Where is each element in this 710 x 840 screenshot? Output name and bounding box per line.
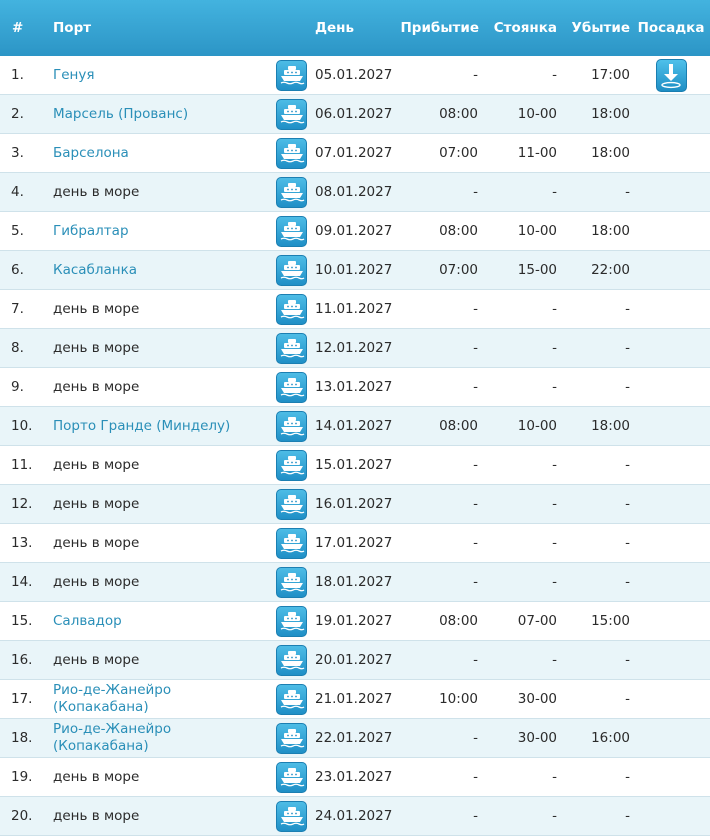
ship-icon-cell: [268, 450, 315, 481]
departure-time: -: [625, 301, 630, 317]
departure-time: 22:00: [591, 262, 630, 278]
ship-icon-cell: [268, 528, 315, 559]
arrival-time: -: [473, 457, 478, 473]
port-link[interactable]: Касабланка: [53, 261, 138, 278]
departure-time: 18:00: [591, 106, 630, 122]
arrival-time: -: [473, 574, 478, 590]
port-link[interactable]: Рио-де-Жанейро (Копакабана): [53, 682, 172, 715]
day-date: 24.01.2027: [315, 808, 393, 824]
ship-icon[interactable]: [276, 645, 307, 676]
ship-icon[interactable]: [276, 333, 307, 364]
ship-icon[interactable]: [276, 801, 307, 832]
header-day: День: [315, 20, 355, 36]
stay-duration: -: [552, 340, 557, 356]
port-name: день в море: [53, 456, 140, 473]
ship-icon[interactable]: [276, 450, 307, 481]
stay-duration: -: [552, 652, 557, 668]
table-row: [0, 563, 710, 602]
stay-duration: 10-00: [517, 106, 557, 122]
ship-icon-cell: [268, 489, 315, 520]
day-date: 21.01.2027: [315, 691, 393, 707]
ship-icon-cell: [268, 723, 315, 754]
departure-time: -: [625, 535, 630, 551]
ship-icon[interactable]: [276, 99, 307, 130]
departure-time: 18:00: [591, 223, 630, 239]
stay-duration: -: [552, 535, 557, 551]
departure-time: -: [625, 184, 630, 200]
ship-icon-cell: [268, 138, 315, 169]
departure-time: 16:00: [591, 730, 630, 746]
day-date: 15.01.2027: [315, 457, 393, 473]
day-date: 19.01.2027: [315, 613, 393, 629]
table-row: [0, 446, 710, 485]
row-number: 1.: [11, 67, 24, 83]
ship-icon-cell: [268, 294, 315, 325]
ship-icon[interactable]: [276, 294, 307, 325]
stay-duration: -: [552, 496, 557, 512]
ship-icon[interactable]: [276, 684, 307, 715]
table-header: [0, 0, 710, 56]
departure-time: -: [625, 691, 630, 707]
row-number: 13.: [11, 535, 33, 551]
departure-time: -: [625, 379, 630, 395]
day-date: 22.01.2027: [315, 730, 393, 746]
arrival-time: -: [473, 730, 478, 746]
port-name: день в море: [53, 768, 140, 785]
arrival-time: -: [473, 379, 478, 395]
port-name: день в море: [53, 300, 140, 317]
port-link[interactable]: Салвадор: [53, 612, 122, 629]
stay-duration: 11-00: [517, 145, 557, 161]
day-date: 08.01.2027: [315, 184, 393, 200]
row-number: 6.: [11, 262, 24, 278]
header-stay: Стоянка: [493, 20, 557, 36]
stay-duration: -: [552, 379, 557, 395]
table-row: [0, 719, 710, 758]
arrival-time: -: [473, 301, 478, 317]
day-date: 09.01.2027: [315, 223, 393, 239]
row-number: 11.: [11, 457, 33, 473]
day-date: 16.01.2027: [315, 496, 393, 512]
table-row: [0, 251, 710, 290]
ship-icon-cell: [268, 255, 315, 286]
row-number: 9.: [11, 379, 24, 395]
departure-time: -: [625, 652, 630, 668]
departure-time: -: [625, 574, 630, 590]
departure-time: -: [625, 769, 630, 785]
port-link[interactable]: Порто Гранде (Минделу): [53, 417, 231, 434]
table-row: [0, 758, 710, 797]
day-date: 14.01.2027: [315, 418, 393, 434]
day-date: 13.01.2027: [315, 379, 393, 395]
table-row: [0, 680, 710, 719]
table-body: [0, 56, 710, 836]
arrival-time: -: [473, 340, 478, 356]
arrival-time: -: [473, 184, 478, 200]
arrival-time: 08:00: [439, 223, 478, 239]
day-date: 06.01.2027: [315, 106, 393, 122]
stay-duration: -: [552, 67, 557, 83]
boarding-arrow-icon[interactable]: [656, 59, 687, 92]
ship-icon-cell: [268, 762, 315, 793]
day-date: 17.01.2027: [315, 535, 393, 551]
arrival-time: -: [473, 808, 478, 824]
ship-icon[interactable]: [276, 372, 307, 403]
ship-icon-cell: [268, 801, 315, 832]
table-row: [0, 368, 710, 407]
ship-icon-cell: [268, 567, 315, 598]
row-number: 16.: [11, 652, 33, 668]
port-name: день в море: [53, 534, 140, 551]
arrival-time: -: [473, 769, 478, 785]
port-name: день в море: [53, 573, 140, 590]
ship-icon-cell: [268, 216, 315, 247]
arrival-time: 08:00: [439, 106, 478, 122]
departure-time: 17:00: [591, 67, 630, 83]
stay-duration: -: [552, 769, 557, 785]
ship-icon-cell: [268, 60, 315, 91]
port-name: день в море: [53, 183, 140, 200]
row-number: 15.: [11, 613, 33, 629]
ship-icon[interactable]: [276, 489, 307, 520]
ship-icon[interactable]: [276, 60, 307, 91]
stay-duration: 30-00: [517, 691, 557, 707]
table-row: [0, 290, 710, 329]
table-row: [0, 173, 710, 212]
stay-duration: 10-00: [517, 223, 557, 239]
port-name: день в море: [53, 651, 140, 668]
ship-icon[interactable]: [276, 255, 307, 286]
port-name: день в море: [53, 339, 140, 356]
departure-time: 18:00: [591, 418, 630, 434]
departure-time: -: [625, 808, 630, 824]
table-row: [0, 134, 710, 173]
table-row: [0, 95, 710, 134]
departure-time: -: [625, 340, 630, 356]
table-row: [0, 329, 710, 368]
ship-icon-cell: [268, 606, 315, 637]
header-departure: Убытие: [571, 20, 630, 36]
port-name: день в море: [53, 807, 140, 824]
arrival-time: -: [473, 652, 478, 668]
row-number: 19.: [11, 769, 33, 785]
stay-duration: -: [552, 301, 557, 317]
table-row: [0, 407, 710, 446]
port-link[interactable]: Генуя: [53, 66, 95, 83]
row-number: 10.: [11, 418, 33, 434]
header-port: Порт: [53, 19, 92, 36]
row-number: 12.: [11, 496, 33, 512]
port-link[interactable]: Марсель (Прованс): [53, 105, 189, 122]
port-name: день в море: [53, 495, 140, 512]
arrival-time: -: [473, 535, 478, 551]
day-date: 10.01.2027: [315, 262, 393, 278]
row-number: 18.: [11, 730, 33, 746]
ship-icon[interactable]: [276, 138, 307, 169]
ship-icon[interactable]: [276, 177, 307, 208]
row-number: 3.: [11, 145, 24, 161]
stay-duration: -: [552, 808, 557, 824]
row-number: 2.: [11, 106, 24, 122]
port-link[interactable]: Гибралтар: [53, 222, 129, 239]
row-number: 17.: [11, 691, 33, 707]
ship-icon[interactable]: [276, 723, 307, 754]
port-link[interactable]: Рио-де-Жанейро (Копакабана): [53, 721, 172, 754]
stay-duration: -: [552, 184, 557, 200]
ship-icon-cell: [268, 177, 315, 208]
ship-icon[interactable]: [276, 567, 307, 598]
stay-duration: -: [552, 457, 557, 473]
stay-duration: 10-00: [517, 418, 557, 434]
ship-icon[interactable]: [276, 606, 307, 637]
departure-time: 18:00: [591, 145, 630, 161]
day-date: 07.01.2027: [315, 145, 393, 161]
row-number: 5.: [11, 223, 24, 239]
ship-icon[interactable]: [276, 528, 307, 559]
arrival-time: 10:00: [439, 691, 478, 707]
ship-icon[interactable]: [276, 216, 307, 247]
day-date: 05.01.2027: [315, 67, 393, 83]
ship-icon-cell: [268, 645, 315, 676]
departure-time: -: [625, 496, 630, 512]
stay-duration: -: [552, 574, 557, 590]
day-date: 20.01.2027: [315, 652, 393, 668]
arrival-time: 08:00: [439, 613, 478, 629]
departure-time: -: [625, 457, 630, 473]
ship-icon-cell: [268, 99, 315, 130]
row-number: 8.: [11, 340, 24, 356]
port-name: день в море: [53, 378, 140, 395]
table-row: [0, 524, 710, 563]
ship-icon-cell: [268, 372, 315, 403]
arrival-time: 07:00: [439, 145, 478, 161]
ship-icon-cell: [268, 684, 315, 715]
ship-icon[interactable]: [276, 762, 307, 793]
row-number: 14.: [11, 574, 33, 590]
header-num: #: [12, 20, 24, 36]
ship-icon-cell: [268, 333, 315, 364]
day-date: 23.01.2027: [315, 769, 393, 785]
table-row: [0, 641, 710, 680]
day-date: 12.01.2027: [315, 340, 393, 356]
ship-icon[interactable]: [276, 411, 307, 442]
table-row: [0, 485, 710, 524]
arrival-time: -: [473, 496, 478, 512]
stay-duration: 07-00: [517, 613, 557, 629]
arrival-time: -: [473, 67, 478, 83]
stay-duration: 15-00: [517, 262, 557, 278]
boarding-cell: [632, 59, 710, 92]
row-number: 20.: [11, 808, 33, 824]
day-date: 11.01.2027: [315, 301, 393, 317]
arrival-time: 07:00: [439, 262, 478, 278]
table-row: [0, 212, 710, 251]
header-boarding: Посадка: [637, 20, 705, 36]
table-row: [0, 602, 710, 641]
ship-icon-cell: [268, 411, 315, 442]
row-number: 4.: [11, 184, 24, 200]
table-row: [0, 56, 710, 95]
port-link[interactable]: Барселона: [53, 144, 129, 161]
header-arrival: Прибытие: [400, 20, 479, 36]
stay-duration: 30-00: [517, 730, 557, 746]
row-number: 7.: [11, 301, 24, 317]
departure-time: 15:00: [591, 613, 630, 629]
day-date: 18.01.2027: [315, 574, 393, 590]
arrival-time: 08:00: [439, 418, 478, 434]
table-row: [0, 797, 710, 836]
